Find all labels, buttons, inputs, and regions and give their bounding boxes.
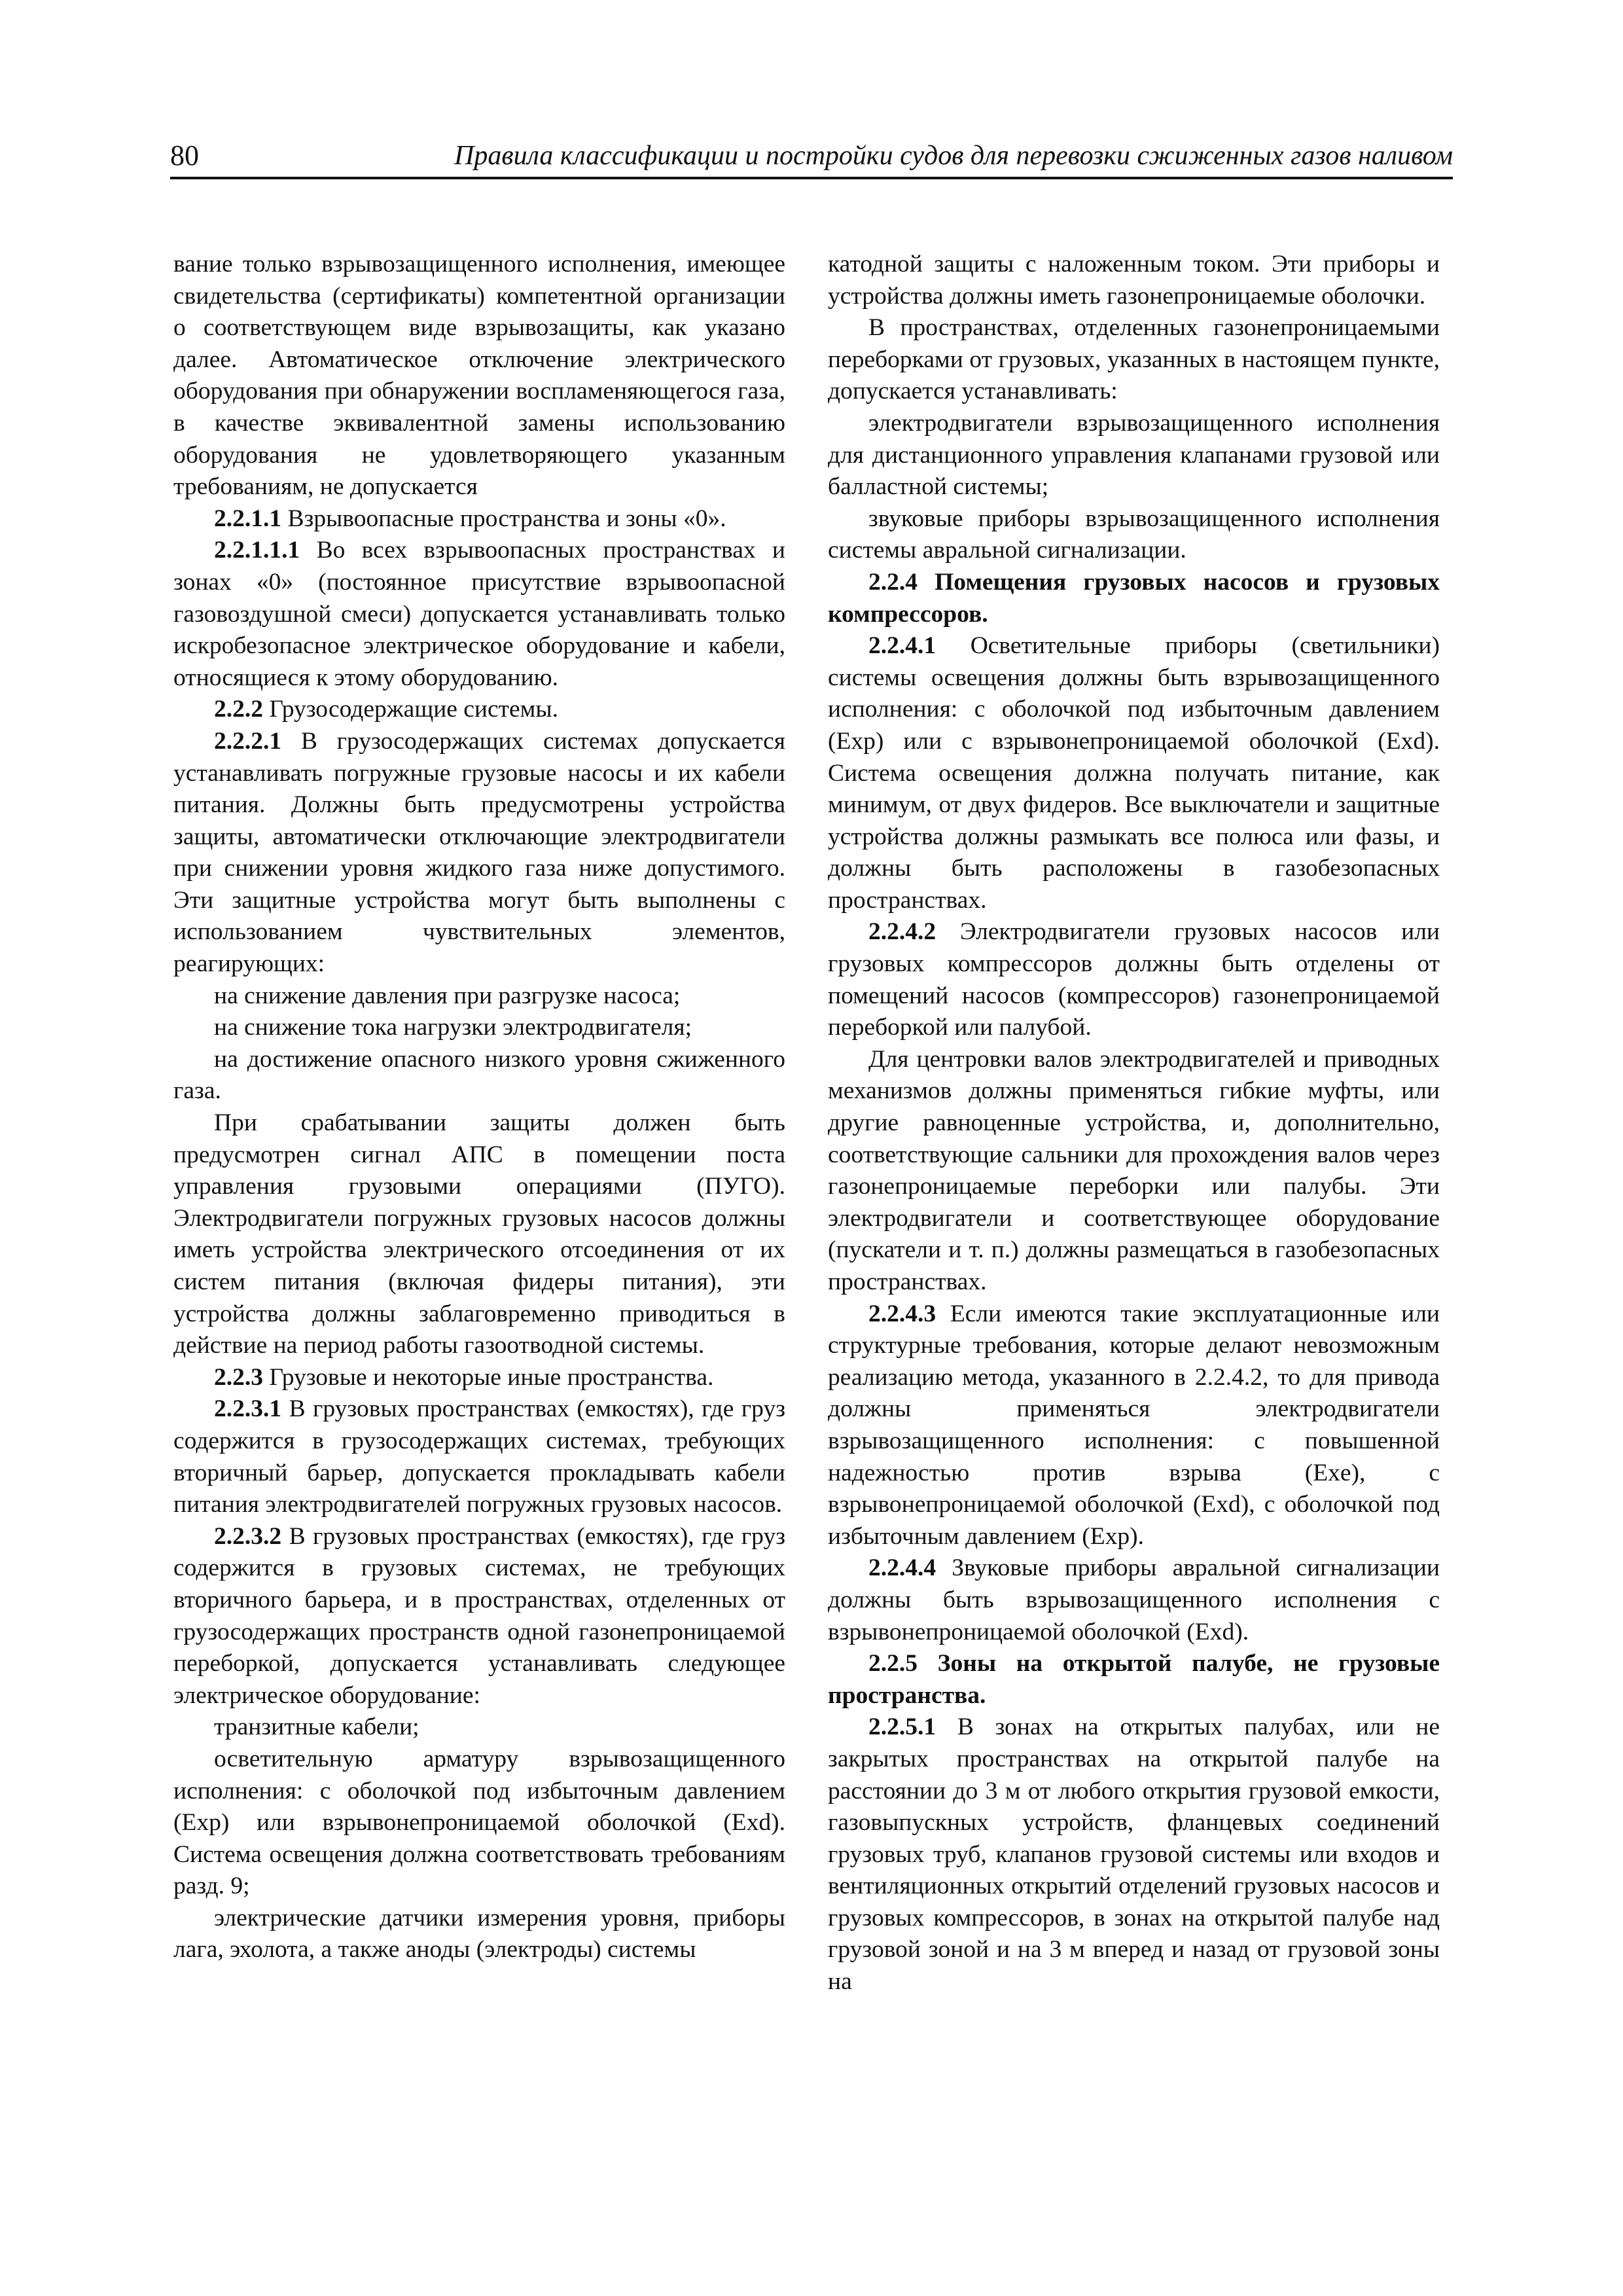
page-number: 80 — [170, 139, 199, 171]
page-header — [170, 137, 1453, 179]
list-item: на снижение давления при разгрузке насоса; — [214, 982, 681, 1009]
list-item: электродвигатели взрывозащищенного исполнения для дистанционного управления клапанами грузовой или балластной системы; — [828, 409, 1440, 501]
list-item: электрические датчики измерения уровня, приборы лага, эхолота, а также аноды (электроды) системы — [173, 1904, 785, 1964]
paragraph: 2.2.2.1 В грузосодержащих системах допускается устанавливать погружные грузовые насосы и их кабели питания. Должны быть предусмотрены устройства защиты, автоматически отключающие электродвигатели при снижении уровня жидкого газа ниже допустимого. Эти защитные устройства могут быть выполнены с использованием чувствительных элементов, реагирующих: — [173, 727, 785, 978]
list-item: звуковые приборы взрывозащищенного исполнения системы авральной сигнализации. — [828, 505, 1440, 564]
paragraph: 2.2.1.1.1 Во всех взрывоопасных пространствах и зонах «0» (постоянное присутствие взрывоопасной газовоздушной смеси) допускается устанавливать только искробезопасное электрическое оборудование и кабели, относящиеся к этому оборудованию. — [173, 537, 785, 691]
paragraph: 2.2.4.1 Осветительные приборы (светильники) системы освещения должны быть взрывозащищенного исполнения: с оболочкой под избыточным давлением (Exp) или с взрывонепроницаемой оболочкой (Exd). Система освещения должна получать питание, как минимум, от двух фидеров. Все выключатели и защитные устройства должны размыкать все полюса или фазы, и должны быть расположены в газобезопасных пространствах. — [828, 632, 1440, 914]
paragraph: 2.2.3.2 В грузовых пространствах (емкостях), где груз содержится в грузовых системах, не требующих вторичного барьера, и в пространствах, отделенных от грузосодержащих пространств одной газонепроницаемой переборкой, допускается устанавливать следующее электрическое оборудование: — [173, 1522, 786, 1709]
paragraph: 2.2.5.1 В зонах на открытых палубах, или не закрытых пространствах на открытой палубе на расстоянии до 3 м от любого открытия грузовой емкости, газовыпускных устройств, фланцевых соединений грузовых труб, клапанов грузовой системы или входов и вентиляционных открытий отделений грузовых насосов и грузовых компрессоров, в зонах на открытой палубе над грузовой зоной и на 3 м вперед и назад от грузовой зоны на — [828, 1713, 1440, 1996]
section-heading: 2.2.2 Грузосодержащие системы. — [214, 696, 558, 723]
list-item: осветительную арматуру взрывозащищенного исполнения: с оболочкой под избыточным давлением (Exp) или взрывонепроницаемой оболочкой (Exd). Система освещения должна соответствовать требованиям разд. 9; — [173, 1745, 785, 1900]
section-heading: 2.2.4 Помещения грузовых насосов и грузовых компрессоров. — [828, 568, 1440, 628]
list-item: на снижение тока нагрузки электродвигателя; — [214, 1014, 692, 1041]
paragraph: 2.2.4.4 Звуковые приборы авральной сигнализации должны быть взрывозащищенного исполнения с взрывонепроницаемой оболочкой (Exd). — [828, 1554, 1440, 1645]
paragraph: катодной защиты с наложенным током. Эти приборы и устройства должны иметь газонепроницаемые оболочки. — [828, 251, 1440, 310]
running-title: Правила классификации и постройки судов для перевозки сжиженных газов наливом — [454, 141, 1453, 171]
section-heading: 2.2.5 Зоны на открытой палубе, не грузовые пространства. — [828, 1650, 1440, 1709]
paragraph: вание только взрывозащищенного исполнения, имеющее свидетельства (сертификаты) компетентной организации о соответствующем виде взрывозащиты, как указано далее. Автоматическое отключение электрического оборудования при обнаружении воспламеняющегося газа, в качестве эквивалентной замены использованию оборудования не удовлетворяющего указанным требованиям, не допускается — [173, 251, 785, 501]
paragraph: 2.2.3.1 В грузовых пространствах (емкостях), где груз содержится в грузосодержащих системах, требующих вторичный барьер, допускается прокладывать кабели питания электродвигателей погружных грузовых насосов. — [173, 1395, 786, 1518]
section-heading: 2.2.1.1 Взрывоопасные пространства и зоны «0». — [214, 505, 726, 532]
paragraph: 2.2.4.3 Если имеются такие эксплуатационные или структурные требования, которые делают невозможным реализацию метода, указанного в 2.2.4.2, то для привода должны применяться электродвигатели взрывозащищенного исполнения: с повышенной надежностью против взрыва (Exe), с взрывонепроницаемой оболочкой (Exd), с оболочкой под избыточным давлением (Exp). — [828, 1300, 1440, 1550]
paragraph: Для центровки валов электродвигателей и приводных механизмов должны применяться гибкие муфты, или другие равноценные устройства, и, дополнительно, соответствующие сальники для прохождения валов через газонепроницаемые переборки или палубы. Эти электродвигатели и соответствующее оборудование (пускатели и т. п.) должны размещаться в газобезопасных пространствах. — [828, 1045, 1440, 1295]
left-column — [173, 249, 785, 1966]
paragraph: 2.2.4.2 Электродвигатели грузовых насосов или грузовых компрессоров должны быть отделены от помещений насосов (компрессоров) газонепроницаемой переборкой или палубой. — [828, 918, 1440, 1041]
right-column — [828, 249, 1440, 1998]
paragraph: При срабатывании защиты должен быть предусмотрен сигнал АПС в помещении поста управления грузовыми операциями (ПУГО). Электродвигатели погружных грузовых насосов должны иметь устройства электрического отсоединения от их систем питания (включая фидеры питания), эти устройства должны заблаговременно приводиться в действие на период работы газоотводной системы. — [173, 1109, 785, 1359]
list-item: транзитные кабели; — [214, 1713, 419, 1741]
section-heading: 2.2.3 Грузовые и некоторые иные пространства. — [214, 1363, 714, 1391]
paragraph: В пространствах, отделенных газонепроницаемыми переборками от грузовых, указанных в настоящем пункте, допускается устанавливать: — [828, 314, 1440, 405]
list-item: на достижение опасного низкого уровня сжиженного газа. — [173, 1045, 785, 1105]
